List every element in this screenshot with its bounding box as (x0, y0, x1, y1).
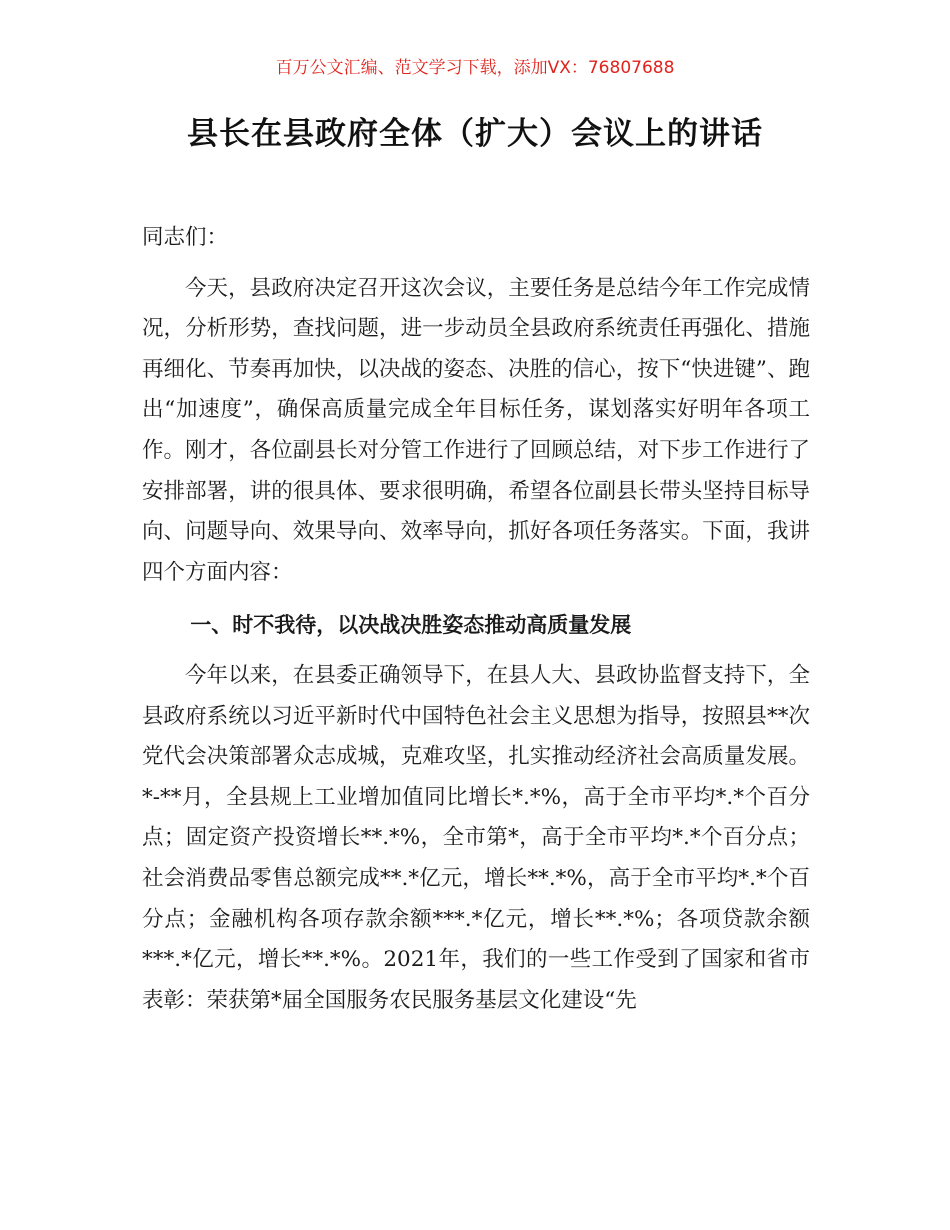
paragraph-intro: 今天，县政府决定召开这次会议，主要任务是总结今年工作完成情况，分析形势，查找问题，进一步动员全县政府系统责任再强化、措施再细化、节奏再加快，以决战的姿态、决胜的信心，按下“快进键”、跑出“加速度”，确保高质量完成全年目标任务，谋划落实好明年各项工作。刚才，各位副县长对分管工作进行了回顾总结，对下步工作进行了安排部署，讲的很具体、要求很明确，希望各位副县长带头坚持目标导向、问题导向、效果导向、效率导向，抓好各项任务落实。下面，我讲四个方面内容： (142, 275, 810, 585)
section-heading-1: 一、时不我待，以决战决胜姿态推动高质量发展 (190, 613, 632, 638)
document-body (142, 218, 810, 1021)
document-title: 县长在县政府全体（扩大）会议上的讲话 (187, 116, 763, 152)
salutation: 同志们： (142, 225, 229, 250)
paragraph-achievements: 今年以来，在县委正确领导下，在县人大、县政协监督支持下，全县政府系统以习近平新时代中国特色社会主义思想为指导，按照县**次党代会决策部署众志成城，克难攻坚，扎实推动经济社会高质量发展。*-**月，全县规上工业增加值同比增长*.*%，高于全市平均*.*个百分点；固定资产投资增长**.*%，全市第*，高于全市平均*.*个百分点；社会消费品零售总额完成**.*亿元，增长**.*%，高于全市平均*.*个百分点；金融机构各项存款余额***.*亿元，增长**.*%；各项贷款余额***.*亿元，增长**.*%。2021年，我们的一些工作受到了国家和省市表彰：荣获第*届全国服务农民服务基层文化建设“先 (142, 662, 810, 1013)
watermark-banner: 百万公文汇编、范文学习下载，添加VX：76807688 (275, 58, 675, 78)
